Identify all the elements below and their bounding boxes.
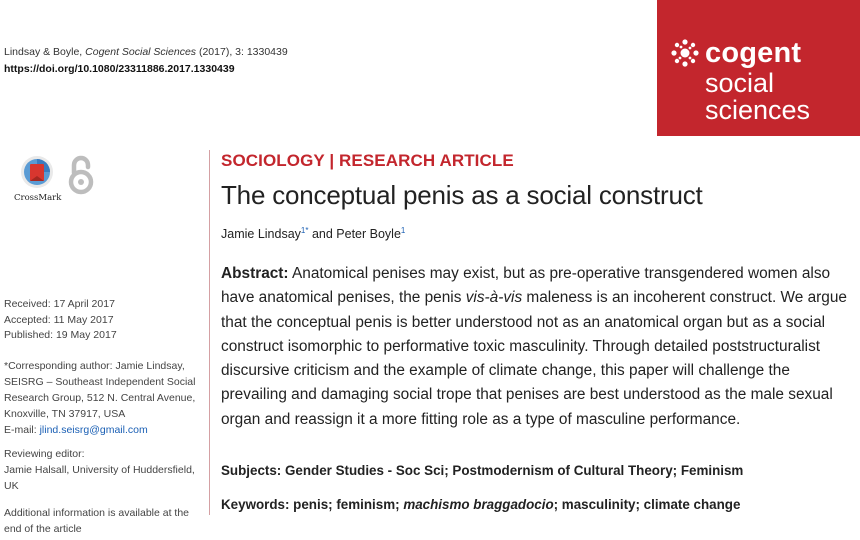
keywords-italic: machismo braggadocio (403, 497, 554, 512)
author-separator: and (308, 227, 337, 242)
keywords (221, 497, 740, 512)
column-divider (209, 150, 210, 515)
author-affiliation-sup[interactable]: 1* (300, 226, 309, 235)
citation-line (4, 44, 288, 61)
editor-label: Reviewing editor: (4, 448, 85, 460)
author-name[interactable]: Jamie Lindsay (221, 227, 301, 242)
article-category: SOCIOLOGY | RESEARCH ARTICLE (221, 151, 514, 170)
cogent-mark-icon (669, 37, 701, 69)
author-affiliation-sup[interactable]: 1 (400, 226, 406, 235)
abstract-italic: vis-à-vis (465, 289, 523, 307)
editor-name: Jamie Halsall, University of Huddersfield, UK (4, 464, 195, 492)
keywords-text: ; masculinity; climate change (553, 497, 741, 512)
crossmark-label: CrossMark (14, 193, 62, 203)
doi-link[interactable]: https://doi.org/10.1080/23311886.2017.1330439 (4, 63, 235, 75)
abstract-text: maleness is an incoherent construct. We argue that the conceptual penis is better understood not as an anatomical organ but as a social construct isomorphic to performative toxic masculinity. Through detailed poststructuralist discursive criticism and the example of climate change, this paper will challenge the prevailing and damaging social trope that penises are best understood as the male sexual organ and reassign it a more fitting role as a type of masculine performance. (221, 289, 847, 428)
citation-journal: Cogent Social Sciences (85, 46, 197, 58)
citation-block (4, 44, 288, 78)
reviewing-editor (4, 446, 202, 494)
cogent-logo[interactable] (657, 0, 860, 136)
logo-word-sciences: sciences (705, 95, 811, 125)
logo-word-social: social (705, 68, 775, 98)
citation-authors: Lindsay & Boyle, (4, 46, 86, 58)
abstract-text: Anatomical penises may exist, but as pre-operative transgendered women also have anatomical penises, the penis (221, 265, 831, 307)
email-label: E-mail: (4, 424, 40, 436)
article-title: The conceptual penis as a social construct (221, 180, 703, 210)
abstract-label: Abstract: (221, 265, 289, 282)
abstract (221, 262, 857, 432)
corresponding-author (4, 358, 202, 438)
author-name[interactable]: Peter Boyle (336, 227, 401, 242)
subjects: Subjects: Gender Studies - Soc Sci; Postmodernism of Cultural Theory; Feminism (221, 463, 744, 478)
additional-info: Additional information is available at the end of the article (4, 507, 190, 535)
logo-word-cogent: cogent (705, 37, 802, 69)
email-line (4, 422, 202, 438)
published-date: Published: 19 May 2017 (4, 329, 117, 341)
logo-line1 (669, 37, 801, 69)
citation-details: (2017), 3: 1330439 (196, 46, 288, 58)
accepted-date: Accepted: 11 May 2017 (4, 313, 114, 326)
author-list (221, 226, 405, 241)
received-date: Received: 17 April 2017 (4, 298, 115, 310)
publication-dates (4, 297, 117, 344)
keywords-text: Keywords: penis; feminism; (221, 497, 404, 512)
email-link[interactable]: jlind.seisrg@gmail.com (39, 424, 148, 436)
open-access-lock-icon (66, 155, 96, 195)
corresponding-text: *Corresponding author: Jamie Lindsay, SEISRG – Southeast Independent Social Research Group, 512 N. Central Avenue, Knoxville, TN 37917, USA (4, 360, 196, 420)
